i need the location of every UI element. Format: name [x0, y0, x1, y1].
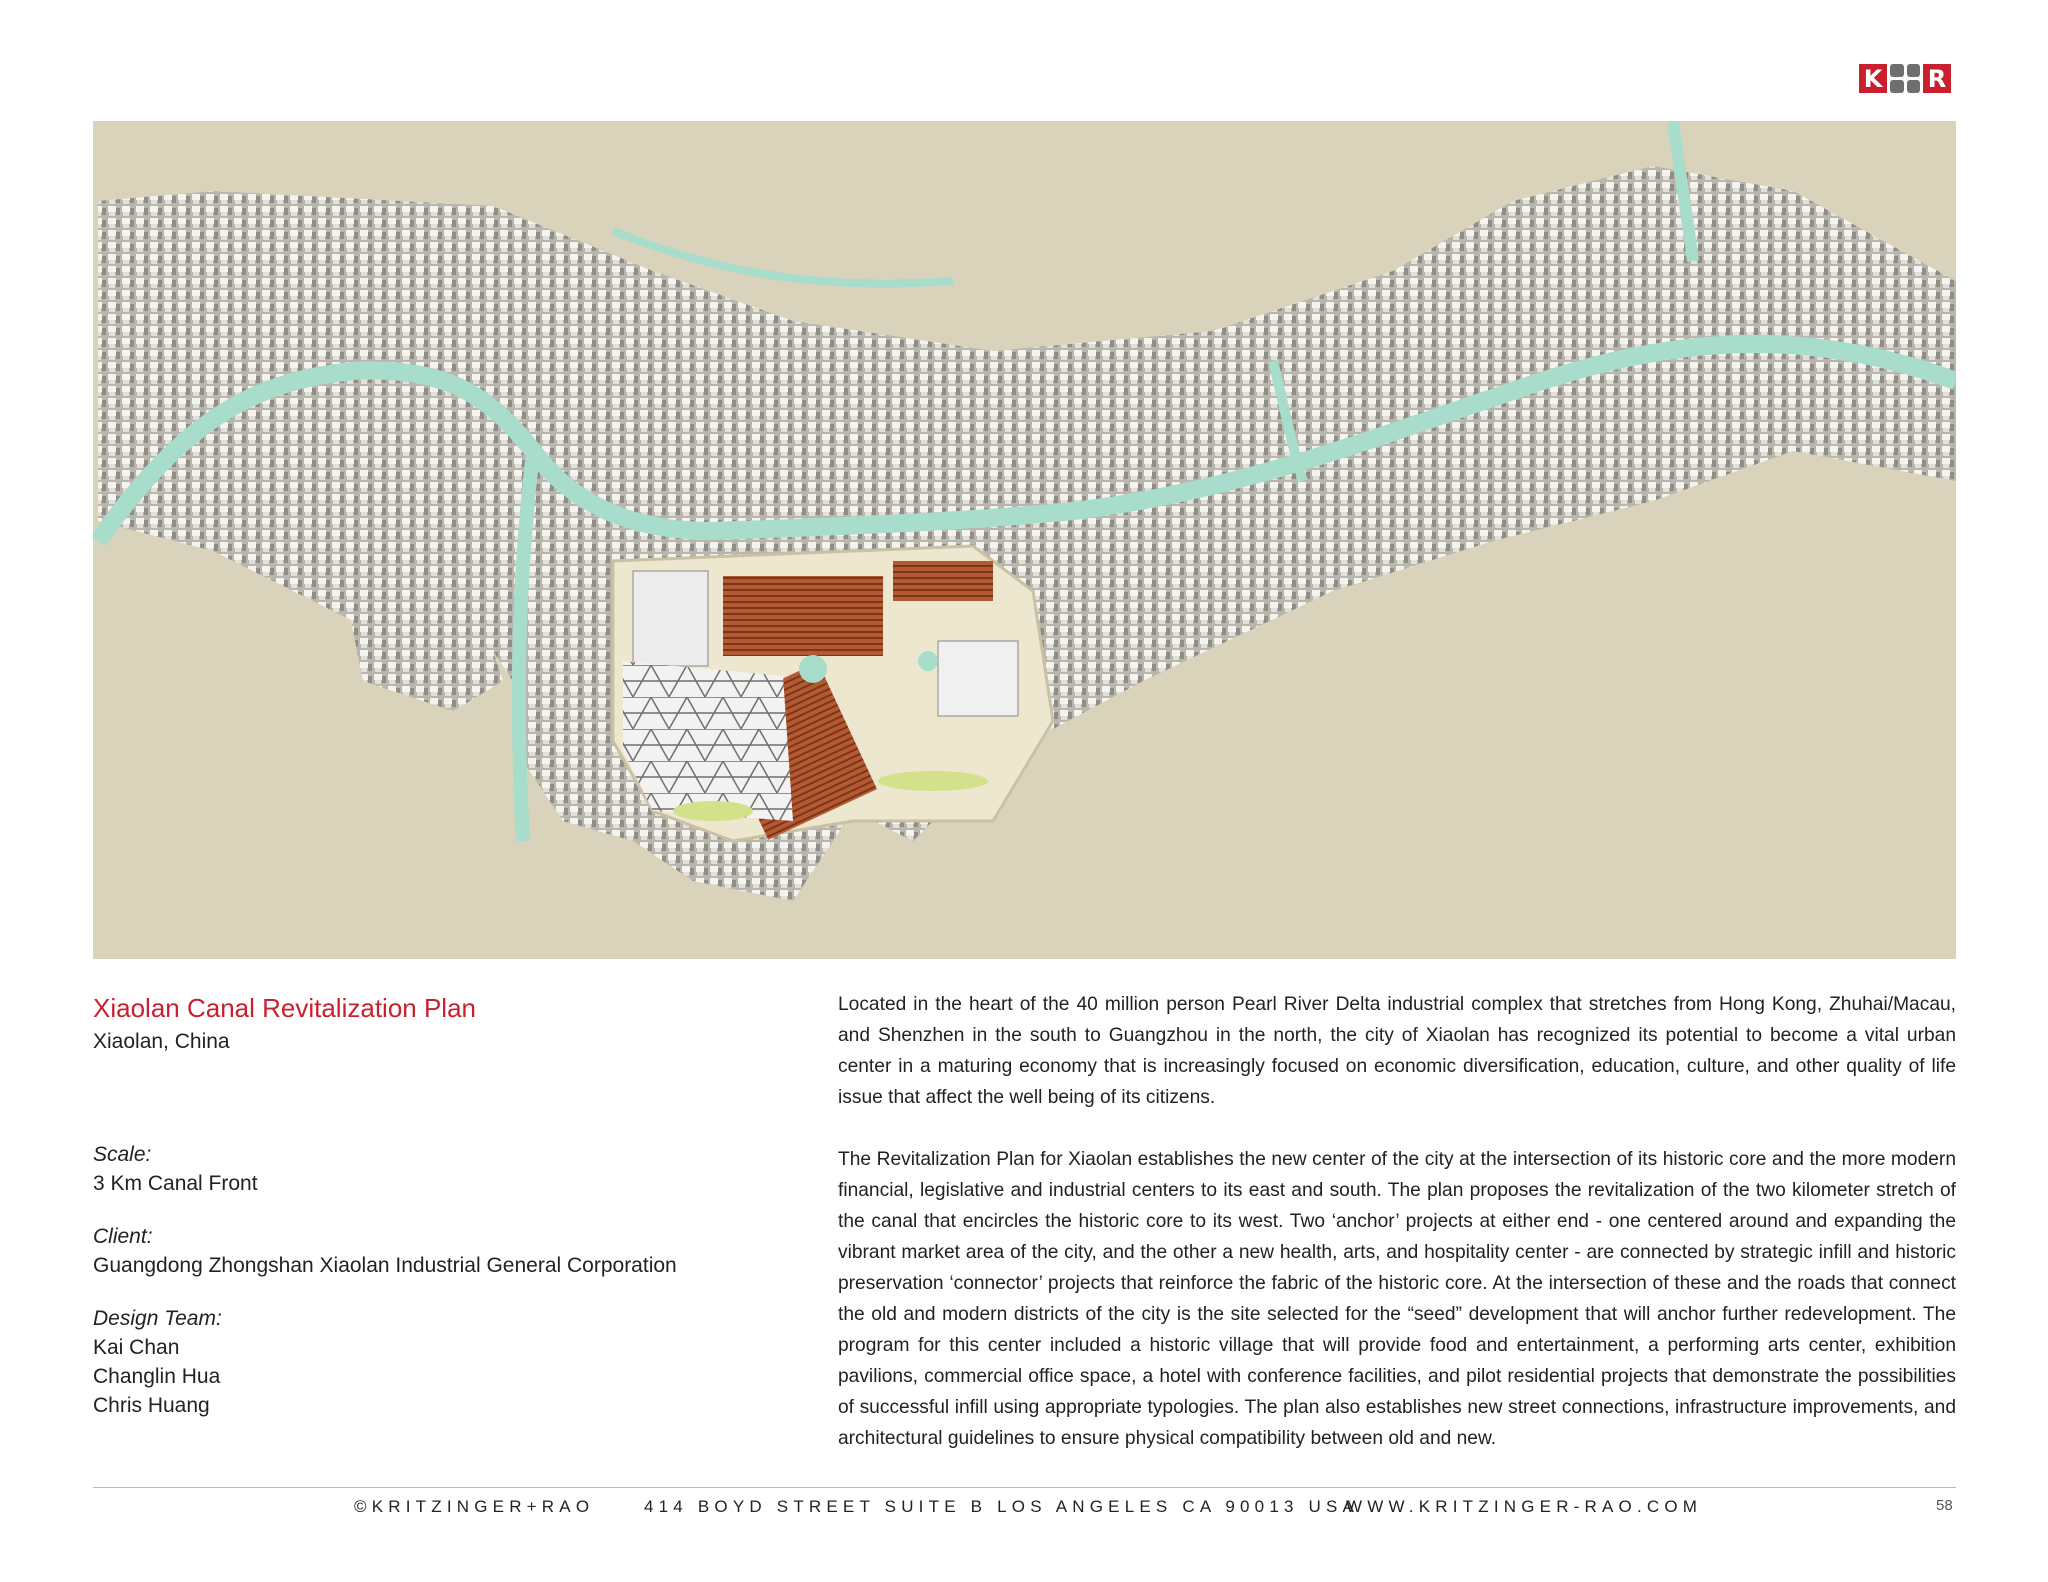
client-group: [93, 1222, 677, 1280]
logo-dots: [1890, 64, 1920, 93]
footer-copyright: ©KRITZINGER+RAO: [354, 1497, 595, 1516]
client-label: Client:: [93, 1225, 153, 1248]
project-title: Xiaolan Canal Revitalization Plan: [93, 993, 477, 1023]
logo-letter-r: R: [1923, 64, 1951, 93]
footer-website[interactable]: WWW.KRITZINGER-RAO.COM: [1346, 1497, 1703, 1516]
description-paragraph-2: The Revitalization Plan for Xiaolan establishes the new center of the city at the intersection of its historic core and the more modern financial, legislative and industrial centers to its east and south. The plan proposes the revitalization of the two kilometer stretch of the canal that encircles the historic core to its west. Two ‘anchor’ projects at either end - one centered around and expanding the vibrant market area of the city, and the other a new health, arts, and hospitality center - are connected by strategic infill and historic preservation ‘connector’ projects that reinforce the fabric of the historic core. At the intersection of these and the roads that connect the old and modern districts of the city is the site selected for the “seed” development that will anchor further redevelopment. The program for this center included a historic village that will provide food and entertainment, a performing arts center, exhibition pavilions, commercial office space, a hotel with conference facilities, and pilot residential projects that demonstrate the possibilities of successful infill using appropriate typologies. The plan also establishes new street connections, infrastructure improvements, and architectural guidelines to ensure physical compatibility between old and new.: [838, 1149, 1956, 1449]
scale-label: Scale:: [93, 1143, 152, 1166]
project-details: [93, 1140, 677, 1444]
site-model-image: [93, 121, 1956, 959]
project-description: [838, 989, 1956, 1485]
team-member: Chris Huang: [93, 1394, 210, 1417]
project-location: Xiaolan, China: [93, 1030, 230, 1053]
aerial-model-rendering: [93, 121, 1956, 959]
page-number: 58: [1936, 1497, 1953, 1514]
team-member: Kai Chan: [93, 1336, 180, 1359]
footer-address: 414 BOYD STREET SUITE B LOS ANGELES CA 90013 USA: [644, 1497, 1360, 1516]
design-team-group: [93, 1304, 677, 1420]
client-value: Guangdong Zhongshan Xiaolan Industrial General Corporation: [93, 1254, 677, 1277]
design-team-label: Design Team:: [93, 1307, 222, 1330]
scale-group: [93, 1140, 677, 1198]
team-member: Changlin Hua: [93, 1365, 221, 1388]
kr-logo: [1859, 64, 1951, 93]
footer: [0, 1497, 2048, 1523]
logo-letter-k: K: [1859, 64, 1887, 93]
footer-divider: [93, 1487, 1956, 1488]
description-paragraph-1: Located in the heart of the 40 million person Pearl River Delta industrial complex that stretches from Hong Kong, Zhuhai/Macau, and Shenzhen in the south to Guangzhou in the north, the city of Xiaolan has recognized its potential to become a vital urban center in a maturing economy that is increasingly focused on economic diversification, education, culture, and other quality of life issue that affect the well being of its citizens.: [838, 994, 1956, 1108]
scale-value: 3 Km Canal Front: [93, 1172, 258, 1195]
